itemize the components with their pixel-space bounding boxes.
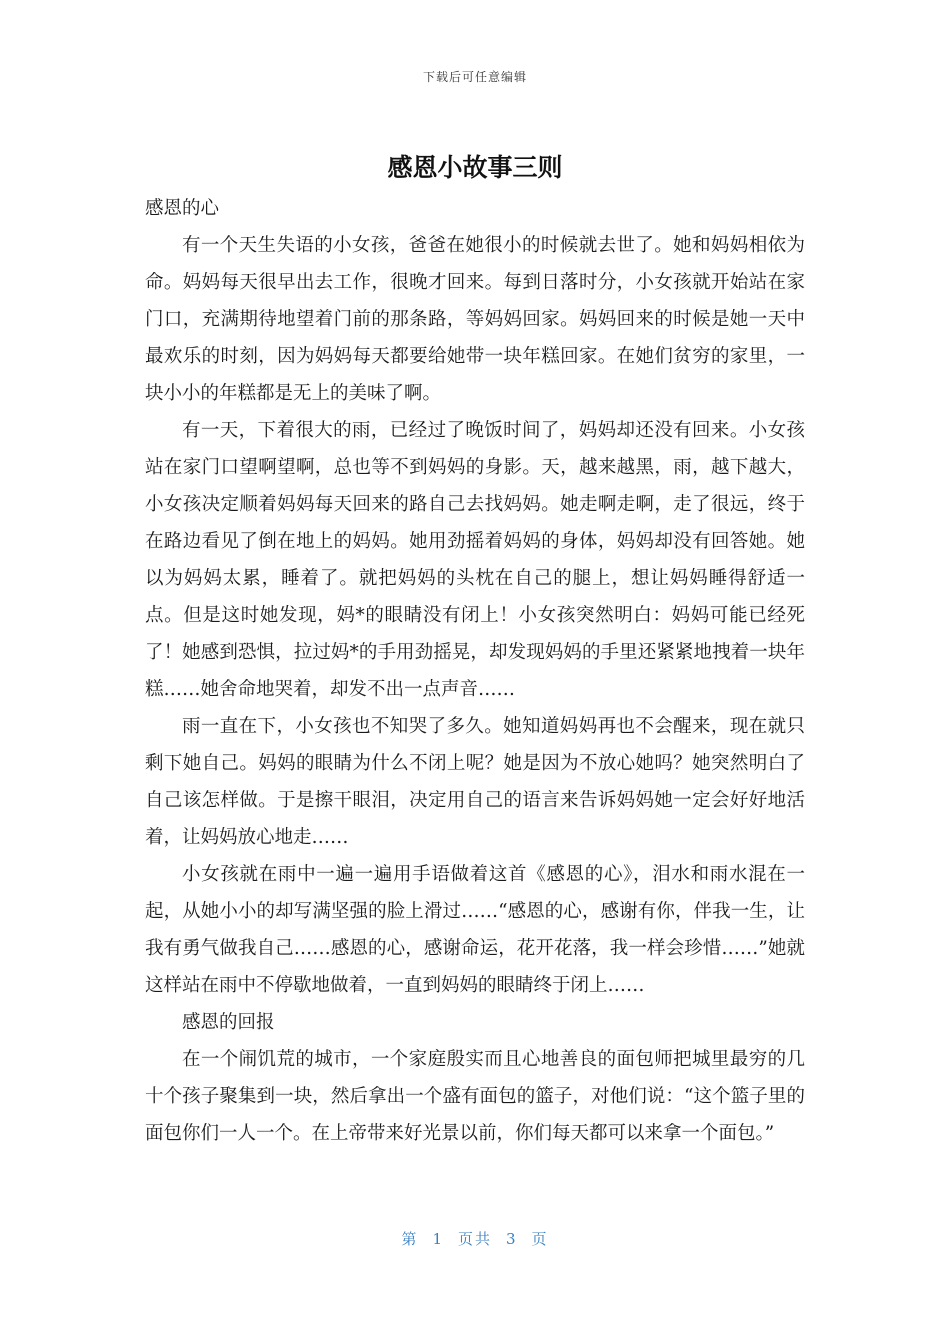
document-body xyxy=(145,190,805,1152)
paragraph: 小女孩就在雨中一遍一遍用手语做着这首《感恩的心》，泪水和雨水混在一起，从她小小的却写满坚强的脸上滑过……“感恩的心，感谢有你，伴我一生，让我有勇气做我自己……感恩的心，感谢命运，花开花落，我一样会珍惜……”她就这样站在雨中不停歇地做着，一直到妈妈的眼睛终于闭上…… xyxy=(145,864,805,996)
paragraph: 雨一直在下，小女孩也不知哭了多久。她知道妈妈再也不会醒来，现在就只剩下她自己。妈妈的眼睛为什么不闭上呢？她是因为不放心她吗？她突然明白了自己该怎样做。于是擦干眼泪，决定用自己的语言来告诉妈妈她一定会好好地活着，让妈妈放心地走…… xyxy=(145,716,805,848)
paragraph: 在一个闹饥荒的城市，一个家庭殷实而且心地善良的面包师把城里最穷的几十个孩子聚集到一块，然后拿出一个盛有面包的篮子，对他们说：“这个篮子里的面包你们一人一个。在上帝带来好光景以前，你们每天都可以来拿一个面包。” xyxy=(145,1049,805,1144)
page-footer xyxy=(0,1228,950,1249)
footer-of-word: 页共 xyxy=(457,1230,492,1248)
footer-page-word: 第 xyxy=(401,1230,419,1248)
footer-page-number: 1 xyxy=(432,1230,444,1248)
section-title-gratitude-heart: 感恩的心 xyxy=(145,198,220,219)
header-note: 下载后可任意编辑 xyxy=(422,70,527,84)
paragraph: 有一个天生失语的小女孩，爸爸在她很小的时候就去世了。她和妈妈相依为命。妈妈每天很早出去工作，很晚才回来。每到日落时分，小女孩就开始站在家门口，充满期待地望着门前的那条路，等妈妈回家。妈妈回来的时候是她一天中最欢乐的时刻，因为妈妈每天都要给她带一块年糕回家。在她们贫穷的家里，一块小小的年糕都是无上的美味了啊。 xyxy=(145,235,805,404)
section-title-gratitude-reward: 感恩的回报 xyxy=(182,1012,275,1033)
footer-end-word: 页 xyxy=(531,1230,549,1248)
document-title: 感恩小故事三则 xyxy=(387,153,563,182)
footer-total-pages: 3 xyxy=(506,1230,518,1248)
paragraph: 有一天，下着很大的雨，已经过了晚饭时间了，妈妈却还没有回来。小女孩站在家门口望啊望啊，总也等不到妈妈的身影。天，越来越黑，雨，越下越大，小女孩决定顺着妈妈每天回来的路自己去找妈妈。她走啊走啊，走了很远，终于在路边看见了倒在地上的妈妈。她用劲摇着妈妈的身体，妈妈却没有回答她。她以为妈妈太累，睡着了。就把妈妈的头枕在自己的腿上，想让妈妈睡得舒适一点。但是这时她发现，妈*的眼睛没有闭上！小女孩突然明白：妈妈可能已经死了！她感到恐惧，拉过妈*的手用劲摇晃，却发现妈妈的手里还紧紧地拽着一块年糕……她舍命地哭着，却发不出一点声音…… xyxy=(145,420,805,700)
